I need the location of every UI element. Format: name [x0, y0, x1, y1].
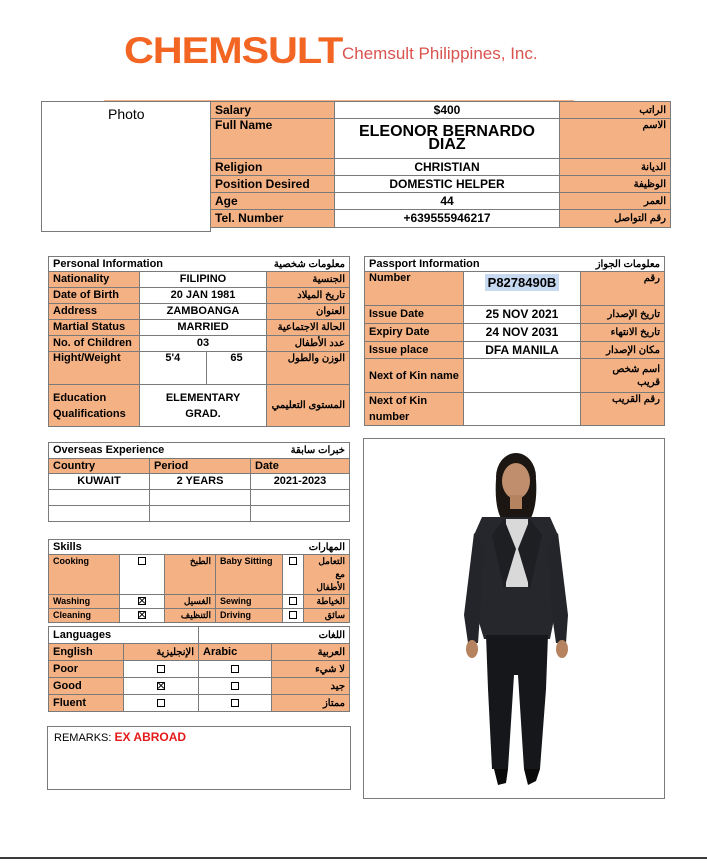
arabic-ar: العربية: [272, 644, 350, 661]
skill-cleaning-label: Cleaning: [49, 609, 120, 623]
dob-label: Date of Birth: [49, 288, 140, 304]
salary-ar: الراتب: [560, 102, 671, 119]
expiry-date-label: Expiry Date: [365, 324, 464, 342]
arabic-poor-checkbox[interactable]: [231, 665, 239, 673]
overseas-title: Overseas Experience: [49, 443, 251, 459]
tel-label: Tel. Number: [211, 210, 335, 228]
dob-value: 20 JAN 1981: [139, 288, 266, 304]
religion-label: Religion: [211, 159, 335, 176]
marital-ar: الحالة الاجتماعية: [267, 320, 350, 336]
expiry-date-ar: تاريخ الانتهاء: [581, 324, 665, 342]
issue-date-value: 25 NOV 2021: [464, 306, 581, 324]
overseas-header-date: Date: [251, 459, 350, 474]
lang-good-label: Good: [49, 678, 124, 695]
tel-value: +639555946217: [335, 210, 560, 228]
nationality-value: FILIPINO: [139, 272, 266, 288]
remarks-box: [47, 726, 351, 790]
tel-ar: رقم التواصل: [560, 210, 671, 228]
overseas-header-country: Country: [49, 459, 150, 474]
overseas-cell: [49, 506, 150, 522]
fullname-ar: الاسم: [560, 119, 671, 159]
lang-poor-label: Poor: [49, 661, 124, 678]
skill-cleaning-ar: التنظيف: [165, 609, 216, 623]
skill-sewing-ar: الخياطة: [304, 595, 350, 609]
overseas-cell: KUWAIT: [49, 474, 150, 490]
kin-name-value: [464, 359, 581, 393]
marital-label: Martial Status: [49, 320, 140, 336]
dob-ar: تاريخ الميلاد: [267, 288, 350, 304]
personal-title: Personal Information: [49, 257, 207, 272]
address-value: ZAMBOANGA: [139, 304, 266, 320]
overseas-table: [48, 442, 350, 522]
top-info-table: [210, 101, 671, 228]
salary-value: $400: [335, 102, 560, 119]
babysitting-checkbox[interactable]: [289, 557, 297, 565]
arabic-fluent-checkbox[interactable]: [231, 699, 239, 707]
remarks-value: EX ABROAD: [114, 730, 187, 744]
english-label: English: [49, 644, 124, 661]
arabic-label: Arabic: [199, 644, 272, 661]
skill-cooking-ar: الطبخ: [165, 555, 216, 595]
age-ar: العمر: [560, 193, 671, 210]
photo-box: [41, 101, 211, 232]
overseas-cell: [251, 490, 350, 506]
english-poor-checkbox[interactable]: [157, 665, 165, 673]
personal-info-table: [48, 256, 350, 427]
lang-good-ar: جيد: [272, 678, 350, 695]
company-logo: [124, 30, 343, 72]
cooking-checkbox[interactable]: [138, 557, 146, 565]
passport-title: Passport Information: [365, 257, 581, 272]
english-ar: الإنجليزية: [124, 644, 199, 661]
kin-number-value: [464, 393, 581, 426]
kin-name-label: Next of Kin name: [365, 359, 464, 393]
lang-fluent-label: Fluent: [49, 695, 124, 712]
age-label: Age: [211, 193, 335, 210]
full-body-photo: [363, 438, 665, 799]
languages-title-ar: اللغات: [199, 627, 350, 644]
address-ar: العنوان: [267, 304, 350, 320]
skills-table: [48, 539, 350, 623]
person-photo: [364, 439, 664, 798]
passport-number-label: Number: [365, 272, 464, 306]
fullname-label: Full Name: [211, 119, 335, 159]
issue-date-label: Issue Date: [365, 306, 464, 324]
sewing-checkbox[interactable]: [289, 597, 297, 605]
kin-number-ar: رقم القريب: [581, 393, 665, 426]
height-value: 5'4: [139, 352, 206, 385]
lang-poor-ar: لا شيء: [272, 661, 350, 678]
children-value: 03: [139, 336, 266, 352]
languages-table: [48, 626, 350, 712]
company-name: Chemsult Philippines, Inc.: [342, 44, 538, 63]
issue-place-ar: مكان الإصدار: [581, 342, 665, 359]
education-value: ELEMENTARY GRAD.: [139, 385, 266, 427]
english-fluent-checkbox[interactable]: [157, 699, 165, 707]
personal-title-ar: معلومات شخصية: [206, 257, 349, 272]
english-good-checkbox[interactable]: [157, 682, 165, 690]
position-value: DOMESTIC HELPER: [335, 176, 560, 193]
overseas-cell: 2021-2023: [251, 474, 350, 490]
passport-title-ar: معلومات الجواز: [581, 257, 665, 272]
weight-value: 65: [206, 352, 266, 385]
overseas-cell: [150, 506, 251, 522]
issue-date-ar: تاريخ الإصدار: [581, 306, 665, 324]
children-ar: عدد الأطفال: [267, 336, 350, 352]
table-row: [49, 474, 350, 490]
hw-ar: الوزن والطول: [267, 352, 350, 385]
skill-driving-ar: سائق: [304, 609, 350, 623]
position-ar: الوظيفة: [560, 176, 671, 193]
expiry-date-value: 24 NOV 2031: [464, 324, 581, 342]
arabic-good-checkbox[interactable]: [231, 682, 239, 690]
kin-name-ar: اسم شخص قريب: [581, 359, 665, 393]
overseas-header-period: Period: [150, 459, 251, 474]
washing-checkbox[interactable]: [138, 597, 146, 605]
skill-driving-label: Driving: [216, 609, 283, 623]
education-ar: المستوى التعليمي: [267, 385, 350, 427]
issue-place-label: Issue place: [365, 342, 464, 359]
education-label: Education Qualifications: [49, 385, 140, 427]
driving-checkbox[interactable]: [289, 611, 297, 619]
religion-ar: الديانة: [560, 159, 671, 176]
skill-babysitting-ar: التعامل مع الأطفال: [304, 555, 350, 595]
overseas-cell: [49, 490, 150, 506]
religion-value: CHRISTIAN: [335, 159, 560, 176]
table-row: [49, 506, 350, 522]
hw-label: Hight/Weight: [49, 352, 140, 385]
skill-washing-ar: الغسيل: [165, 595, 216, 609]
skills-title-ar: المهارات: [216, 540, 350, 555]
nationality-label: Nationality: [49, 272, 140, 288]
footer-rule: [0, 857, 707, 859]
skill-babysitting-label: Baby Sitting: [216, 555, 283, 595]
table-row: [49, 490, 350, 506]
overseas-cell: 2 YEARS: [150, 474, 251, 490]
marital-value: MARRIED: [139, 320, 266, 336]
languages-title: Languages: [49, 627, 199, 644]
skills-title: Skills: [49, 540, 216, 555]
overseas-cell: [251, 506, 350, 522]
skill-sewing-label: Sewing: [216, 595, 283, 609]
kin-number-label: Next of Kin number: [365, 393, 464, 426]
lang-fluent-ar: ممتاز: [272, 695, 350, 712]
remarks-label: REMARKS:: [54, 732, 112, 744]
overseas-cell: [150, 490, 251, 506]
nationality-ar: الجنسية: [267, 272, 350, 288]
salary-label: Salary: [211, 102, 335, 119]
fullname-value: ELEONOR BERNARDO DIAZ: [335, 119, 560, 159]
logo-text: CHEMSULT: [124, 30, 343, 71]
skill-washing-label: Washing: [49, 595, 120, 609]
passport-info-table: [364, 256, 665, 426]
passport-number-ar: رقم: [581, 272, 665, 306]
passport-number-value: P8278490B: [485, 274, 560, 291]
overseas-title-ar: خبرات سابقة: [251, 443, 350, 459]
address-label: Address: [49, 304, 140, 320]
issue-place-value: DFA MANILA: [464, 342, 581, 359]
cleaning-checkbox[interactable]: [138, 611, 146, 619]
skill-cooking-label: Cooking: [49, 555, 120, 595]
position-label: Position Desired: [211, 176, 335, 193]
age-value: 44: [335, 193, 560, 210]
children-label: No. of Children: [49, 336, 140, 352]
photo-label: Photo: [108, 106, 145, 122]
